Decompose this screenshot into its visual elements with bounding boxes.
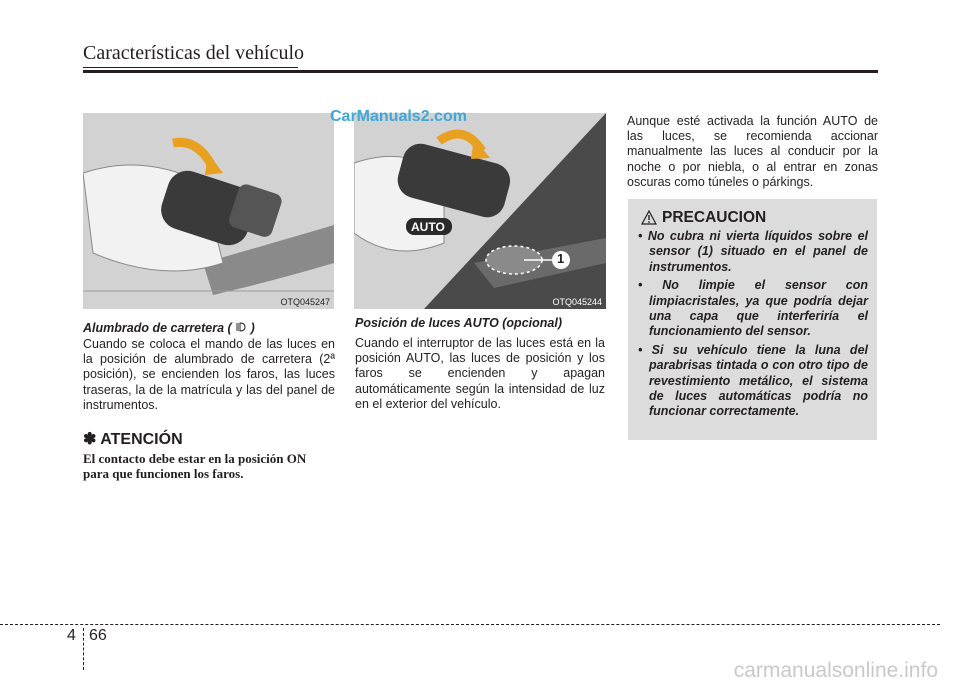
left-caption [83, 321, 255, 335]
attention-text: El contacto debe estar en la posición ON para que funcionen los faros. [83, 451, 307, 481]
middle-body: Cuando el interruptor de las luces está en la posición AUTO, las luces de posición y los faros se encienden y apagan automáticamente según la intensidad de luz en el exterior del vehículo. [355, 336, 605, 411]
caution-item: • Si su vehículo tiene la luna del parabrisas tintada o con otro tipo de revestimiento metálico, el sistema de luces automáticas podría no funcionar correctamente. [638, 342, 868, 419]
attention-heading: ✽ ATENCIÓN [83, 431, 183, 448]
watermark-bottom: carmanualsonline.info [733, 659, 938, 682]
caution-item: • No limpie el sensor con limpiacristales, ya que podría dejar una capa que interferiría el funcionamiento del sensor. [638, 278, 868, 339]
footer-divider [83, 628, 84, 670]
caution-list [638, 229, 868, 423]
watermark-top: CarManuals2.com [330, 108, 467, 125]
high-beam-icon [235, 321, 247, 333]
left-body: Cuando se coloca el mando de las luces en la posición de alumbrado de carretera (2ª posición), se encienden los faros, las luces traseras, la de la matrícula y las del panel de instrumentos. [83, 337, 335, 412]
caption-text: Alumbrado de carretera ( [83, 321, 232, 335]
figure-code: OTQ045247 [280, 297, 330, 307]
caption-end: ) [250, 321, 255, 335]
caution-item: • No cubra ni vierta líquidos sobre el sensor (1) situado en el panel de instrumentos. [638, 229, 868, 274]
chapter-number: 4 [67, 627, 76, 644]
figure-code: OTQ045244 [552, 297, 602, 307]
right-body: Aunque esté activada la función AUTO de las luces, se recomienda accionar manualmente las luces al conducir por la noche o por niebla, o al entrar en zonas oscuras como túneles o párkings. [627, 114, 878, 189]
caution-title: PRECAUCION [662, 209, 767, 226]
page-number: 66 [89, 627, 107, 644]
title-underline [83, 67, 298, 68]
section-title: Características del vehículo [83, 42, 305, 64]
figure-headlight-stalk [83, 113, 334, 309]
figure-auto-light [354, 113, 606, 309]
auto-light-illustration [354, 113, 606, 309]
middle-caption: Posición de luces AUTO (opcional) [355, 316, 562, 330]
footer-rule [0, 624, 940, 625]
stalk-illustration [83, 113, 334, 309]
auto-label: AUTO [411, 220, 445, 234]
sensor-callout: 1 [557, 251, 565, 266]
warning-icon [641, 210, 657, 225]
header-rule [83, 70, 878, 73]
caution-box [628, 199, 877, 440]
